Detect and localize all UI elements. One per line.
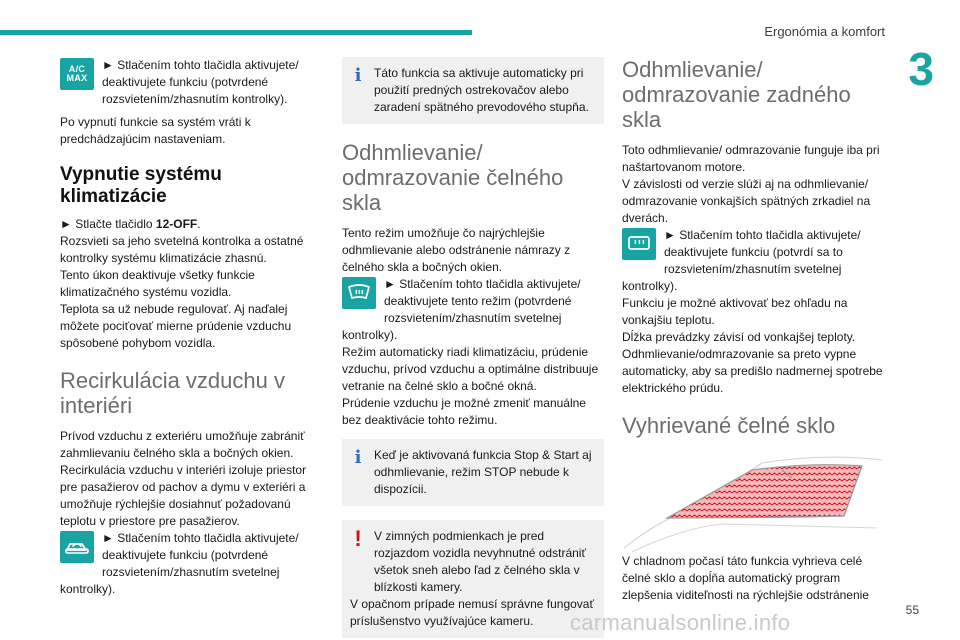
stop-start-note-text: Keď je aktivovaná funkcia Stop & Start aj odhmlievanie, režim STOP nebude k dispozícii. [374, 448, 592, 496]
off-button-label: 12-OFF [155, 217, 198, 231]
recirc-line-1: ► Stlačením tohto tlačidla aktivujete/ [102, 531, 299, 545]
info-note-stop-start [342, 439, 604, 506]
column-2 [342, 57, 604, 638]
ac-max-line-2: deaktivujete funkciu (potvrdené [102, 75, 269, 89]
heading-rear-demist: Odhmlievanie/ odmrazovanie zadného skla [622, 57, 851, 132]
recirculation-car-icon [60, 531, 94, 563]
header-accent-bar [0, 30, 472, 35]
heading-recirculation: Recirkulácia vzduchu v interiéri [60, 368, 285, 418]
front-line-1: ► Stlačením tohto tlačidla aktivujete/ [384, 277, 581, 291]
off-step-prefix: ► Stlačte tlačidlo [60, 217, 156, 231]
ac-max-line-1: ► Stlačením tohto tlačidla aktivujete/ [102, 58, 299, 72]
heated-windscreen-illustration [622, 448, 884, 553]
heading-front-demist: Odhmlievanie/ odmrazovanie čelného skla [342, 140, 564, 215]
section-title: Ergonómia a komfort [764, 24, 885, 39]
heading-heated-windscreen: Vyhrievané čelné sklo [622, 413, 836, 438]
front-text-1: Tento režim umožňuje čo najrýchlejšie odhmlievanie alebo odstránenie námrazy z čelného skla a bočných okien. [342, 226, 571, 274]
heading-system-off: Vypnutie systému klimatizácie [60, 164, 222, 207]
column-3 [622, 57, 884, 604]
chapter-number: 3 [908, 43, 934, 95]
off-text-2: Rozsvieti sa jeho svetelná kontrolka a ostatné kontrolky systému klimatizácie zhasnú. [60, 234, 304, 265]
info-icon: i [354, 447, 362, 468]
recirc-text-2: Recirkulácia vzduchu v interiéri izoluje priestor pre pasažierov od pachov a dymu v exteriéri a umožňuje rýchlejšie dosiahnuť požadovanú teplotu v priestore pre pasažierov. [60, 463, 307, 528]
front-button-paragraph [342, 276, 604, 344]
column-1 [60, 57, 320, 598]
warning-note-camera [342, 520, 604, 638]
ac-max-icon [60, 58, 94, 90]
rear-text-2: V závislosti od verzie slúži aj na odhmlievanie/ odmrazovanie vonkajších spätných zrkadiel na dverách. [622, 177, 871, 225]
rear-line-2: deaktivujete funkciu (potvrdí sa to [664, 245, 843, 259]
off-step-suffix: . [197, 217, 201, 231]
ac-max-paragraph [60, 57, 320, 108]
ac-icon-line-1: A/C [68, 64, 86, 74]
watermark: carmanualsonline.info [570, 610, 791, 635]
heated-text-1: V chladnom počasí táto funkcia vyhrieva celé čelné sklo a dopĺňa automatický program zlepšenia viditeľnosti na rýchlejšie odstránenie [622, 554, 869, 602]
rear-text-4: Funkciu je možné aktivovať bez ohľadu na vonkajšiu teplotu. [622, 296, 848, 327]
recirc-line-3: rozsvietením/zhasnutím svetelnej kontrolky). [60, 565, 280, 596]
rear-text-6: Odhmlievanie/odmrazovanie sa preto vypne automaticky, aby sa predišlo nadmernej spotrebe elektrického prúdu. [622, 347, 883, 395]
recirc-text-1: Prívod vzduchu z exteriéru umožňuje zabrániť zahmlievaniu čelného skla a bočných okien. [60, 429, 305, 460]
warning-note-text: V zimných podmienkach je pred rozjazdom vozidla nevyhnutné odstrániť všetok sneh alebo ľad z čelného skla v blízkosti kamery. [374, 529, 586, 594]
warning-icon: ! [354, 526, 362, 551]
rear-text-1: Toto odhmlievanie/ odmrazovanie funguje iba pri naštartovanom motore. [622, 143, 880, 174]
info-note-text: Táto funkcia sa aktivuje automaticky pri použití predných ostrekovačov alebo zaradení spätného prevodového stupňa. [374, 66, 589, 114]
off-text-4: Teplota sa už nebude regulovať. Aj naďalej môžete pociťovať mierne prúdenie vzduchu spôsobené pohybom vozidla. [60, 302, 292, 350]
windscreen-demist-icon [342, 277, 376, 309]
ac-icon-line-2: MAX [66, 73, 88, 83]
front-text-3: Režim automaticky riadi klimatizáciu, prúdenie vzduchu, prívod vzduchu a optimálne distribuuje vetranie na čelné sklo a bočné okná. [342, 345, 599, 393]
recirc-button-paragraph [60, 530, 320, 598]
info-icon: i [354, 65, 362, 86]
rear-button-paragraph [622, 227, 884, 295]
warning-note-text-2: V opačnom prípade nemusí správne fungovať príslušenstvo využívajúce kameru. [350, 597, 594, 628]
front-line-3: rozsvietením/zhasnutím svetelnej kontrolky). [342, 311, 562, 342]
ac-max-line-3: rozsvietením/zhasnutím kontrolky). [102, 92, 288, 106]
rear-line-3: rozsvietením/zhasnutím svetelnej kontrolky). [622, 262, 842, 293]
front-text-4: Prúdenie vzduchu je možné zmeniť manuálne bez deaktivácie tohto režimu. [342, 396, 586, 427]
rear-window-demist-icon [622, 228, 656, 260]
rear-text-5: Dĺžka prevádzky závisí od vonkajšej teploty. [622, 330, 856, 344]
front-line-2: deaktivujete tento režim (potvrdené [384, 294, 572, 308]
restore-settings-text: Po vypnutí funkcie sa systém vráti k predchádzajúcim nastaveniam. [60, 115, 251, 146]
off-text-3: Tento úkon deaktivuje všetky funkcie klimatizačného systému vozidla. [60, 268, 255, 299]
page-number: 55 [905, 603, 919, 617]
rear-line-1: ► Stlačením tohto tlačidla aktivujete/ [664, 228, 861, 242]
info-note-wipers [342, 57, 604, 124]
recirc-line-2: deaktivujete funkciu (potvrdené [102, 548, 269, 562]
